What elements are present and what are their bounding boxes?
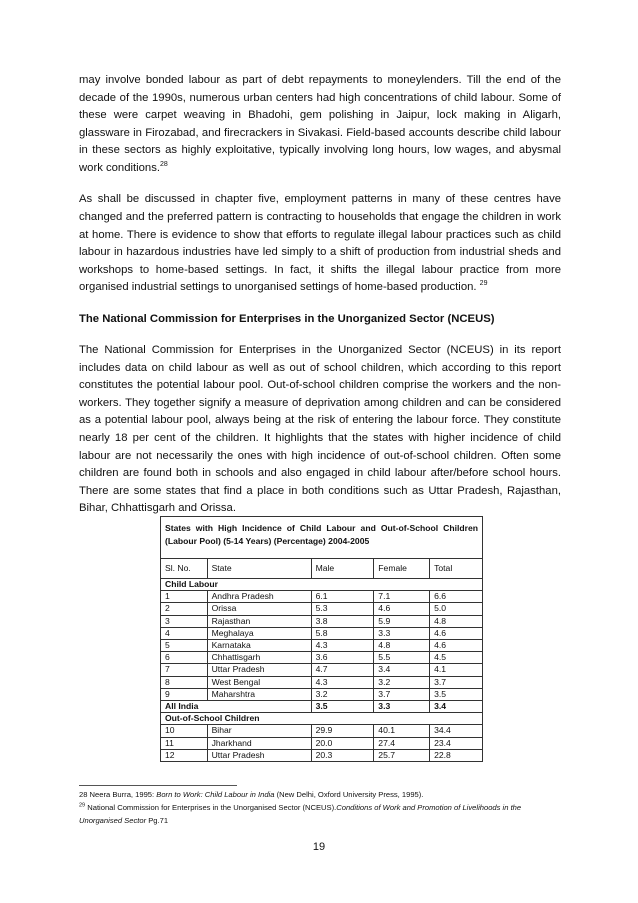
table-cell: 5.3 (311, 603, 374, 615)
footnotes (79, 789, 561, 827)
paragraph-1 (79, 72, 561, 178)
col-header-male: Male (311, 558, 374, 578)
all-india-label: All India (161, 701, 312, 713)
table-row (161, 591, 483, 603)
table-cell: Meghalaya (207, 627, 311, 639)
table-cell: Bihar (207, 725, 311, 737)
table-cell: 27.4 (374, 737, 430, 749)
table-cell: 12 (161, 749, 208, 761)
table-cell: 3.8 (311, 615, 374, 627)
table-cell: Andhra Pradesh (207, 591, 311, 603)
table-cell: 7 (161, 664, 208, 676)
table-cell: 3.2 (311, 688, 374, 700)
table-header-row (161, 558, 483, 578)
table-cell: 3.3 (374, 627, 430, 639)
page-body (79, 72, 561, 532)
table-cell: 29.9 (311, 725, 374, 737)
table-cell: 20.3 (311, 749, 374, 761)
table-cell: 4 (161, 627, 208, 639)
table-cell: 3 (161, 615, 208, 627)
col-header-female: Female (374, 558, 430, 578)
all-india-male: 3.5 (311, 701, 374, 713)
table-cell: 23.4 (430, 737, 483, 749)
table-cell: 40.1 (374, 725, 430, 737)
table-cell: 5.8 (311, 627, 374, 639)
table-cell: 3.5 (430, 688, 483, 700)
table-cell: 5 (161, 640, 208, 652)
table-cell: 22.8 (430, 749, 483, 761)
table-cell: 4.1 (430, 664, 483, 676)
table-cell: Rajasthan (207, 615, 311, 627)
footnote-28: 28 Neera Burra, 1995: Born to Work: Child Labour in India (New Delhi, Oxford University Press, 1995). (79, 790, 424, 799)
all-india-total: 3.4 (430, 701, 483, 713)
table-cell: Orissa (207, 603, 311, 615)
table-cell: 5.5 (374, 652, 430, 664)
table-cell: Maharshtra (207, 688, 311, 700)
col-header-total: Total (430, 558, 483, 578)
table-cell: 8 (161, 676, 208, 688)
table-row (161, 688, 483, 700)
table-cell: 6.1 (311, 591, 374, 603)
table-cell: 5.0 (430, 603, 483, 615)
paragraph-3: The National Commission for Enterprises in the Unorganized Sector (NCEUS) in its report includes data on child labour as well as out of school children, which according to this report constitutes the potential labour pool. Out-of-school children comprise the workers and the non-workers. They together signify a measure of deprivation among children and can be considered as a potential labour pool, always being at the risk of entering the labour force. They constitute nearly 18 per cent of the children. It highlights that the states with higher incidence of child labour are not necessarily the ones with high incidence of out-of-school children. Often some children are found both in schools and also engaged in child labour after/before school hours. There are some states that find a place in both conditions such as Uttar Pradesh, Rajasthan, Bihar, Chhattisgarh and Orissa. (79, 344, 561, 515)
table-cell: 34.4 (430, 725, 483, 737)
table-cell: 4.8 (430, 615, 483, 627)
page-number: 19 (312, 841, 326, 853)
table-row (161, 615, 483, 627)
table-cell: 6.6 (430, 591, 483, 603)
table-row (161, 737, 483, 749)
table-cell: West Bengal (207, 676, 311, 688)
table-cell: 6 (161, 652, 208, 664)
section-child-labour: Child Labour (161, 579, 483, 591)
table-cell: 4.6 (374, 603, 430, 615)
table-cell: 5.9 (374, 615, 430, 627)
table-row-all-india (161, 701, 483, 713)
footnote-ref-28[interactable]: 28 (160, 161, 168, 169)
footnote-divider (79, 785, 237, 786)
child-labour-table (160, 516, 483, 762)
footnote-29: $^{29}$ National Commission for Enterprises in the Unorganised Sector (NCEUS).Conditions of Work and Promotion of Livelihoods in the Unorganised Sector Pg.71 (79, 802, 522, 825)
table-cell: 3.7 (430, 676, 483, 688)
table-cell: 3.4 (374, 664, 430, 676)
section-out-of-school: Out-of-School Children (161, 713, 483, 725)
table-title: States with High Incidence of Child Labour and Out-of-School Children (Labour Pool) (5-14 Years) (Percentage) 2004-2005 (161, 517, 483, 559)
table-cell: 25.7 (374, 749, 430, 761)
table-row (161, 725, 483, 737)
table-cell: 3.7 (374, 688, 430, 700)
table-cell: 4.6 (430, 627, 483, 639)
table-cell: 9 (161, 688, 208, 700)
table-cell: 4.5 (430, 652, 483, 664)
table-cell: 4.7 (311, 664, 374, 676)
table-cell: 4.8 (374, 640, 430, 652)
table-cell: 4.6 (430, 640, 483, 652)
table-cell: Uttar Pradesh (207, 749, 311, 761)
table-cell: Jharkhand (207, 737, 311, 749)
table-cell: 7.1 (374, 591, 430, 603)
table-cell: 3.6 (311, 652, 374, 664)
section-heading: The National Commission for Enterprises in the Unorganized Sector (NCEUS) (79, 312, 495, 325)
table-row (161, 749, 483, 761)
table-row (161, 640, 483, 652)
table-cell: 11 (161, 737, 208, 749)
paragraph-2 (79, 191, 561, 297)
table-cell: 1 (161, 591, 208, 603)
table-row (161, 664, 483, 676)
table-cell: 10 (161, 725, 208, 737)
table-cell: Chhattisgarh (207, 652, 311, 664)
col-header-state: State (207, 558, 311, 578)
table-cell: Karnataka (207, 640, 311, 652)
table-cell: 3.2 (374, 676, 430, 688)
table-cell: 2 (161, 603, 208, 615)
table-row (161, 627, 483, 639)
col-header-sl-no: Sl. No. (161, 558, 208, 578)
table-row (161, 603, 483, 615)
table-row (161, 652, 483, 664)
table-cell: Uttar Pradesh (207, 664, 311, 676)
table-cell: 4.3 (311, 676, 374, 688)
table-cell: 20.0 (311, 737, 374, 749)
table-cell: 4.3 (311, 640, 374, 652)
footnote-ref-29[interactable]: 29 (479, 280, 488, 288)
table-row (161, 676, 483, 688)
all-india-female: 3.3 (374, 701, 430, 713)
paragraph-2-text: As shall be discussed in chapter five, employment patterns in many of these centres have changed and the preferred pattern is contracting to households that engage the children in work at home. There is evidence to show that efforts to regulate illegal labour practices such as child labour in hazardous industries have led simply to a shift of production from industrial sheds and workshops to home-based settings. In fact, it shifts the illegal labour practice from more organised industrial settings to unorganised settings of home-based production. (79, 193, 561, 294)
paragraph-1-text: may involve bonded labour as part of debt repayments to moneylenders. Till the end of the decade of the 1990s, numerous urban centers had high concentrations of child labour. Some of these were carpet weaving in Bhadohi, gem polishing in Jaipur, lock making in Aligarh, glassware in Firozabad, and firecrackers in Sivakasi. Field-based accounts describe child labour in these sectors as highly exploitative, typically involving long hours, low wages, and abysmal work conditions. (79, 74, 561, 174)
